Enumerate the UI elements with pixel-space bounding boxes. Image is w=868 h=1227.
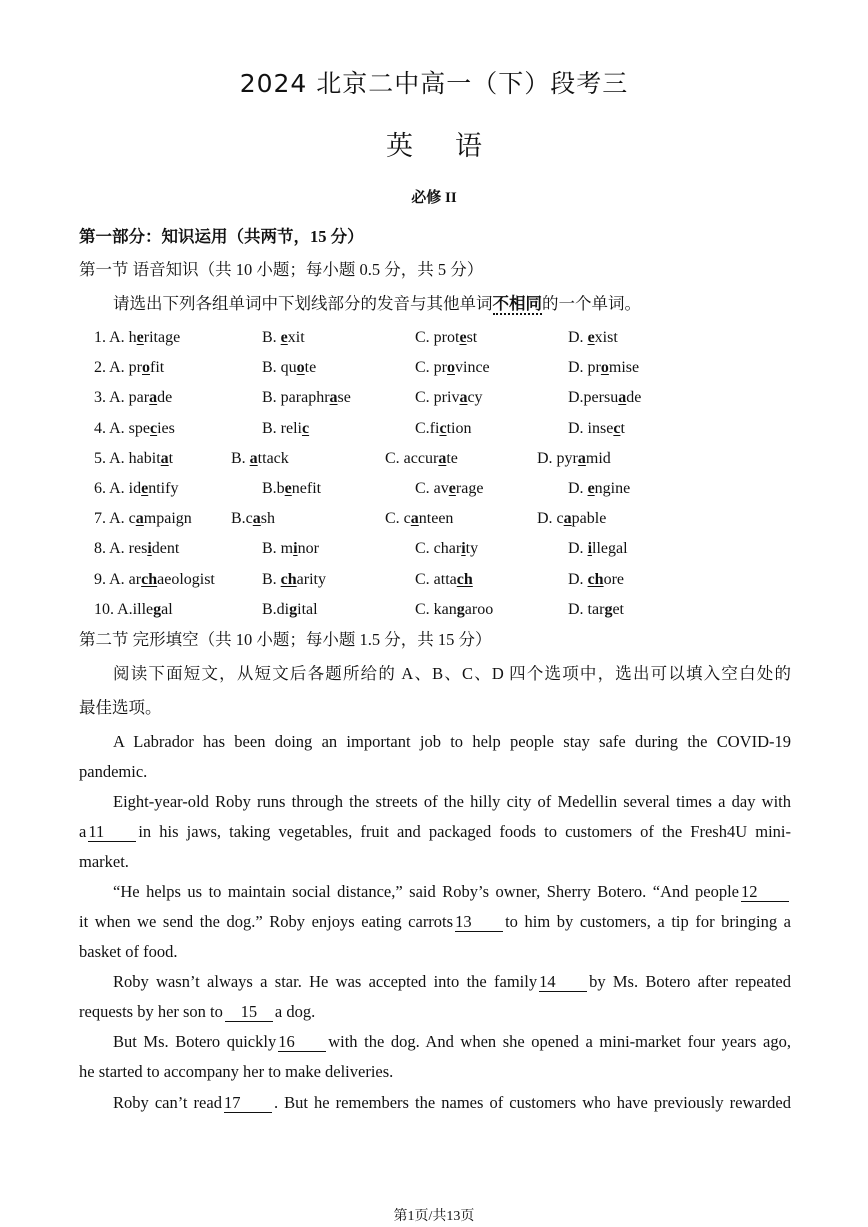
underlined-letters: i [293, 540, 298, 558]
option-text: t [168, 449, 174, 467]
option-text: C. char [415, 540, 462, 558]
underlined-letters: e [284, 480, 292, 497]
question-4-option-c [415, 414, 471, 444]
question-5-option-d [537, 444, 611, 474]
option-text: B. reli [262, 419, 302, 437]
question-7-option-a [94, 504, 192, 534]
question-5-option-b [231, 444, 289, 474]
option-text: D. c [537, 510, 564, 528]
exam-title: 2024 北京二中高一（下）段考三 [239, 69, 629, 98]
underlined-letters: a [459, 389, 468, 407]
option-text: D. pr [568, 359, 601, 377]
underlined-letters: o [142, 359, 150, 377]
underlined-letters: e [587, 480, 595, 497]
underlined-letters: e [141, 480, 149, 497]
option-text: 10. A.ille [94, 600, 154, 618]
question-9-option-d [568, 565, 624, 595]
blank-15: 15 [225, 1003, 273, 1022]
underlined-letters: a [618, 389, 627, 407]
blank-13: 13 [455, 913, 503, 932]
option-text: B. [262, 329, 281, 346]
underlined-letters: c [613, 419, 621, 437]
option-text: D. [568, 570, 588, 588]
option-text: C. c [385, 510, 411, 528]
underlined-letters: ch [456, 570, 473, 588]
section1-heading: 第一节 语音知识（共 10 小题；每小题 0.5 分，共 5 分） [79, 260, 484, 279]
option-text: ty [465, 540, 479, 558]
option-text: ies [157, 419, 175, 437]
option-text: dent [151, 540, 180, 558]
question-3-option-d [568, 383, 641, 413]
question-8-option-a [94, 534, 179, 564]
question-2-option-a [94, 353, 164, 383]
question-9-option-a [94, 565, 215, 595]
passage-text: a dog. [274, 1002, 316, 1021]
underlined-letters: g [289, 600, 298, 618]
option-text: C. priv [415, 389, 460, 407]
passage-line [79, 967, 791, 997]
underlined-letters: o [296, 359, 305, 377]
option-text: 5. A. habit [94, 449, 161, 467]
underlined-letters: a [563, 510, 572, 528]
passage-line [79, 1027, 791, 1057]
underlined-letters: ch [280, 570, 297, 588]
question-8-option-b [262, 534, 319, 564]
question-10-option-c [415, 595, 493, 625]
instruction-emphasis: 不相同 [492, 294, 542, 313]
section2-instruction-line2: 最佳选项。 [79, 698, 162, 717]
passage-text: in his jaws, taking vegetables, fruit and packaged foods to customers of the Fresh4U mini- [138, 822, 791, 841]
underlined-letters: g [153, 600, 162, 618]
instruction-text: 请选出下列各组单词中下划线部分的发音与其他单词 [113, 294, 493, 313]
question-3-option-b [262, 383, 351, 413]
underlined-letters: i [587, 540, 593, 558]
question-1-option-c [415, 323, 477, 353]
question-7-option-b [231, 504, 275, 534]
option-text: sh [260, 510, 276, 528]
passage-line: pandemic. [79, 762, 148, 781]
underlined-letters: e [448, 480, 456, 497]
underlined-letters: c [439, 419, 447, 437]
option-text: nteen [418, 510, 454, 528]
underlined-letters: i [147, 540, 152, 558]
option-text: D. inse [568, 419, 614, 437]
underlined-letters: e [587, 329, 595, 346]
option-text: 9. A. ar [94, 570, 142, 588]
passage-text: it when we send the dog.” Roby enjoys eating carrots [79, 912, 454, 931]
passage-text: . But he remembers the names of customers who have previously rewarded [273, 1093, 792, 1112]
option-text: B. [231, 449, 250, 467]
question-1-option-a [94, 323, 180, 353]
passage-line [79, 907, 791, 937]
option-text: llegal [592, 540, 628, 558]
instruction-text-end: 的一个单词。 [542, 294, 641, 313]
option-text: B.c [231, 510, 253, 528]
question-10-option-b [262, 595, 318, 625]
option-text: te [304, 359, 317, 377]
page-number: 第1页/共13页 [393, 1209, 475, 1224]
option-text: D. tar [568, 600, 605, 618]
option-text: rage [455, 480, 484, 497]
option-text: vince [455, 359, 490, 377]
question-2-option-c [415, 353, 490, 383]
passage-line [79, 817, 791, 847]
course-label: 必修 II [411, 190, 457, 206]
option-text: 1. A. h [94, 329, 137, 346]
question-8-option-d [568, 534, 628, 564]
option-text: D. [568, 540, 588, 558]
option-text: arity [296, 570, 326, 588]
option-text: ttack [257, 449, 289, 467]
option-text: cy [467, 389, 483, 407]
underlined-letters: a [160, 449, 169, 467]
blank-14: 14 [539, 973, 587, 992]
section2-heading: 第二节 完形填空（共 10 小题；每小题 1.5 分，共 15 分） [79, 630, 492, 649]
underlined-letters: a [135, 510, 144, 528]
option-text: C. pr [415, 359, 447, 377]
option-text: se [337, 389, 351, 407]
option-text: 3. A. par [94, 389, 150, 407]
question-6-option-d [568, 474, 630, 504]
question-2-option-b [262, 353, 316, 383]
question-2-option-d [568, 353, 639, 383]
question-4-option-b [262, 414, 309, 444]
question-4-option-d [568, 414, 625, 444]
passage-text: Roby can’t read [113, 1093, 222, 1112]
underlined-letters: a [410, 510, 419, 528]
underlined-letters: a [577, 449, 586, 467]
option-text: B. [262, 570, 281, 588]
option-text: al [161, 600, 173, 618]
option-text: 6. A. id [94, 480, 142, 497]
question-9-option-b [262, 565, 326, 595]
passage-text: But Ms. Botero quickly [113, 1032, 277, 1051]
option-text: xit [287, 329, 305, 346]
option-text: C. av [415, 480, 449, 497]
option-text: C.fi [415, 419, 440, 437]
option-text: ritage [143, 329, 181, 346]
passage-line [79, 997, 791, 1027]
option-text: ital [297, 600, 318, 618]
passage-line: Eight-year-old Roby runs through the streets of the hilly city of Medellin several times a day with [113, 792, 791, 811]
underlined-letters: e [459, 329, 467, 346]
passage-text: with the dog. And when she opened a mini-market four years ago, [328, 1032, 791, 1051]
option-text: ore [603, 570, 624, 588]
option-text: xist [594, 329, 618, 346]
underlined-letters: ch [141, 570, 158, 588]
option-text: te [446, 449, 458, 467]
passage-line: he started to accompany her to make deliveries. [79, 1062, 394, 1081]
underlined-letters: a [252, 510, 261, 528]
passage-line: market. [79, 852, 129, 871]
passage-line: basket of food. [79, 942, 178, 961]
question-6-option-b [262, 474, 321, 504]
option-text: B. qu [262, 359, 297, 377]
underlined-letters: i [461, 540, 466, 558]
underlined-letters: g [604, 600, 613, 618]
option-text: C. kan [415, 600, 457, 618]
underlined-letters: c [302, 419, 310, 437]
option-text: pable [571, 510, 607, 528]
question-4-option-a [94, 414, 175, 444]
question-9-option-c [415, 565, 473, 595]
question-6-option-c [415, 474, 483, 504]
option-text: mpaign [143, 510, 192, 528]
passage-line: A Labrador has been doing an important job to help people stay safe during the COVID-19 [113, 732, 791, 751]
blank-12: 12 [741, 883, 789, 902]
section1-instruction [79, 289, 791, 319]
underlined-letters: a [249, 449, 258, 467]
passage-line [79, 1088, 791, 1118]
blank-11: 11 [88, 823, 136, 842]
underlined-letters: e [280, 329, 288, 346]
option-text: mise [608, 359, 640, 377]
question-8-option-c [415, 534, 478, 564]
passage-text: to him by customers, a tip for bringing a [505, 912, 791, 931]
blank-17: 17 [224, 1094, 272, 1113]
question-5-option-a [94, 444, 173, 474]
underlined-letters: a [149, 389, 158, 407]
question-6-option-a [94, 474, 178, 504]
option-text: nor [297, 540, 319, 558]
passage-text: “He helps us to maintain social distance,” said Roby’s owner, Sherry Botero. “And people [113, 882, 739, 901]
option-text: tion [446, 419, 472, 437]
underlined-letters: e [136, 329, 144, 346]
question-10-option-a [94, 595, 173, 625]
option-text: C. atta [415, 570, 457, 588]
section2-instruction-line1: 阅读下面短文，从短文后各题所给的 A、B、C、D 四个选项中，选出可以填入空白处的 [113, 664, 791, 683]
option-text: nefit [291, 480, 322, 497]
option-text: D. pyr [537, 449, 578, 467]
question-3-option-c [415, 383, 483, 413]
option-text: C. prot [415, 329, 460, 346]
option-text: st [466, 329, 478, 346]
question-7-option-c [385, 504, 453, 534]
option-text: de [157, 389, 173, 407]
option-text: aroo [464, 600, 494, 618]
option-text: 7. A. c [94, 510, 136, 528]
option-text: B.di [262, 600, 290, 618]
part1-heading: 第一部分：知识运用（共两节，15 分） [79, 227, 364, 246]
passage-text: requests by her son to [79, 1002, 223, 1021]
option-text: mid [585, 449, 611, 467]
underlined-letters: a [438, 449, 447, 467]
option-text: D. [568, 480, 588, 497]
subject-title: 英语 [386, 131, 524, 162]
question-1-option-b [262, 323, 305, 353]
option-text: 8. A. res [94, 540, 148, 558]
option-text: ngine [594, 480, 631, 497]
option-text: D.persu [568, 389, 619, 407]
option-text: D. [568, 329, 588, 346]
option-text: fit [150, 359, 165, 377]
question-3-option-a [94, 383, 172, 413]
passage-text: a [79, 822, 87, 841]
option-text: B. paraphr [262, 389, 330, 407]
underlined-letters: g [456, 600, 465, 618]
passage-line [79, 877, 791, 907]
option-text: aeologist [157, 570, 215, 588]
option-text: et [612, 600, 624, 618]
option-text: de [626, 389, 642, 407]
underlined-letters: o [600, 359, 609, 377]
question-10-option-d [568, 595, 624, 625]
option-text: B.b [262, 480, 285, 497]
blank-16: 16 [278, 1033, 326, 1052]
question-1-option-d [568, 323, 618, 353]
underlined-letters: o [447, 359, 455, 377]
question-5-option-c [385, 444, 458, 474]
question-7-option-d [537, 504, 606, 534]
option-text: ntify [148, 480, 179, 497]
passage-text: by Ms. Botero after repeated [589, 972, 791, 991]
underlined-letters: c [150, 419, 158, 437]
option-text: 4. A. spe [94, 419, 150, 437]
underlined-letters: ch [587, 570, 604, 588]
option-text: C. accur [385, 449, 439, 467]
underlined-letters: a [329, 389, 338, 407]
option-text: B. m [262, 540, 294, 558]
option-text: 2. A. pr [94, 359, 142, 377]
passage-text: Roby wasn’t always a star. He was accepted into the family [113, 972, 538, 991]
option-text: t [620, 419, 625, 437]
